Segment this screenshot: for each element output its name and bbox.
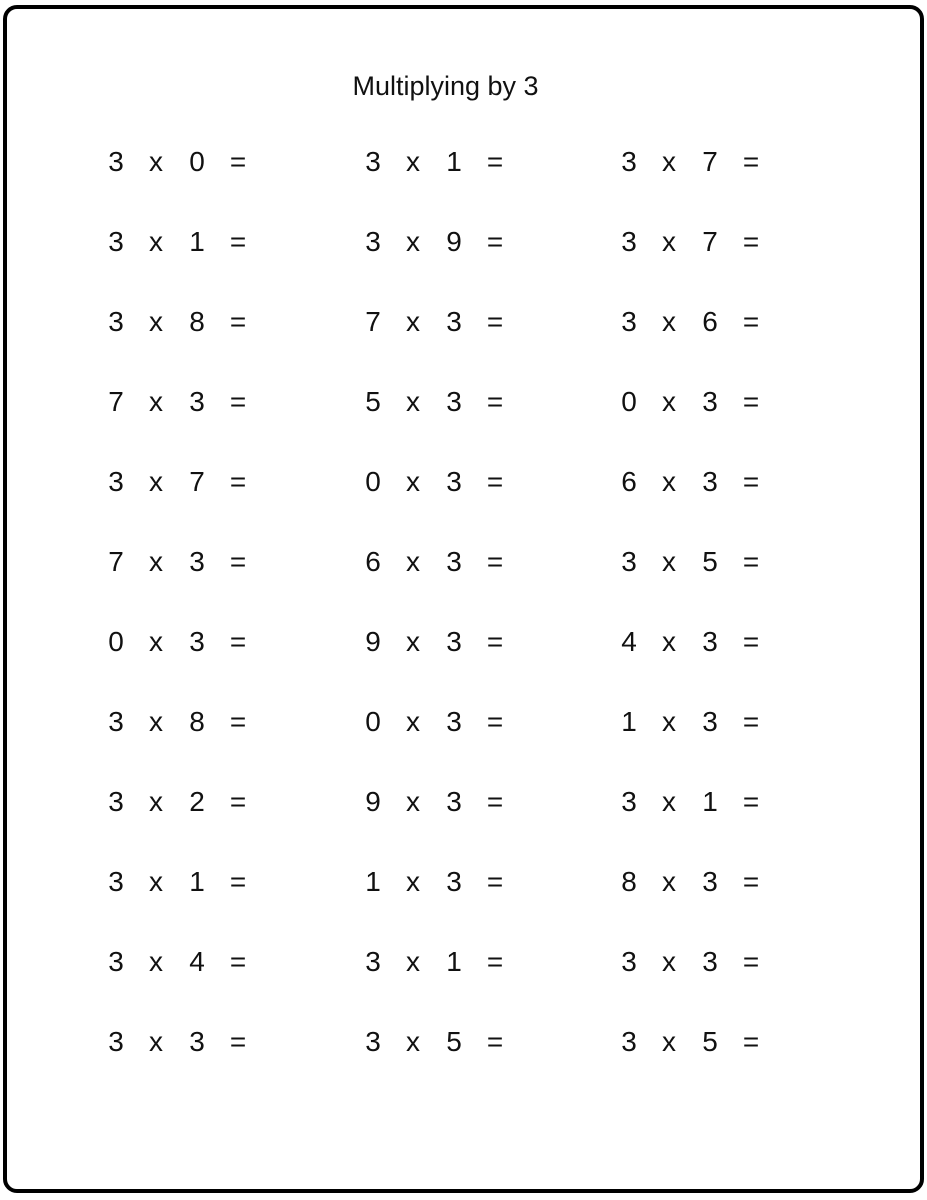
first-factor: 7 [108, 546, 124, 577]
second-factor: 6 [702, 306, 718, 337]
second-factor: 3 [189, 386, 205, 417]
times-sign: x [406, 946, 420, 977]
times-sign: x [406, 786, 420, 817]
times-sign: x [662, 706, 676, 737]
worksheet-page [3, 5, 924, 1193]
equals-sign: = [229, 866, 247, 897]
second-factor: 4 [189, 946, 205, 977]
second-factor: 3 [446, 386, 462, 417]
first-factor: 8 [621, 866, 637, 897]
second-factor: 3 [702, 626, 718, 657]
equals-sign: = [486, 466, 504, 497]
first-factor: 0 [108, 626, 124, 657]
first-factor: 3 [621, 786, 637, 817]
second-factor: 1 [189, 866, 205, 897]
times-sign: x [406, 226, 420, 257]
second-factor: 7 [189, 466, 205, 497]
first-factor: 3 [621, 146, 637, 177]
times-sign: x [406, 146, 420, 177]
second-factor: 5 [446, 1026, 462, 1057]
times-sign: x [662, 866, 676, 897]
first-factor: 3 [108, 1026, 124, 1057]
second-factor: 8 [189, 706, 205, 737]
equals-sign: = [742, 226, 760, 257]
first-factor: 3 [621, 546, 637, 577]
first-factor: 9 [365, 626, 381, 657]
times-sign: x [149, 546, 163, 577]
second-factor: 1 [189, 226, 205, 257]
times-sign: x [662, 466, 676, 497]
second-factor: 8 [189, 306, 205, 337]
first-factor: 3 [365, 226, 381, 257]
first-factor: 0 [365, 706, 381, 737]
times-sign: x [406, 866, 420, 897]
equals-sign: = [229, 626, 247, 657]
equals-sign: = [742, 1026, 760, 1057]
first-factor: 0 [365, 466, 381, 497]
times-sign: x [406, 1026, 420, 1057]
equals-sign: = [486, 146, 504, 177]
equals-sign: = [229, 146, 247, 177]
second-factor: 1 [702, 786, 718, 817]
second-factor: 3 [446, 546, 462, 577]
first-factor: 4 [621, 626, 637, 657]
times-sign: x [406, 466, 420, 497]
equals-sign: = [229, 226, 247, 257]
times-sign: x [149, 706, 163, 737]
second-factor: 2 [189, 786, 205, 817]
equals-sign: = [742, 466, 760, 497]
first-factor: 3 [108, 306, 124, 337]
equals-sign: = [742, 706, 760, 737]
first-factor: 7 [108, 386, 124, 417]
times-sign: x [149, 146, 163, 177]
first-factor: 3 [365, 146, 381, 177]
second-factor: 3 [702, 386, 718, 417]
equals-sign: = [742, 306, 760, 337]
equals-sign: = [486, 1026, 504, 1057]
second-factor: 7 [702, 226, 718, 257]
first-factor: 3 [108, 466, 124, 497]
first-factor: 3 [108, 146, 124, 177]
second-factor: 3 [446, 866, 462, 897]
second-factor: 3 [446, 786, 462, 817]
second-factor: 3 [189, 1026, 205, 1057]
second-factor: 9 [446, 226, 462, 257]
first-factor: 3 [365, 946, 381, 977]
times-sign: x [662, 146, 676, 177]
times-sign: x [149, 626, 163, 657]
second-factor: 7 [702, 146, 718, 177]
worksheet-title: Multiplying by 3 [352, 71, 539, 101]
first-factor: 3 [108, 866, 124, 897]
times-sign: x [662, 386, 676, 417]
first-factor: 3 [621, 1026, 637, 1057]
equals-sign: = [486, 546, 504, 577]
first-factor: 3 [108, 786, 124, 817]
first-factor: 1 [365, 866, 381, 897]
times-sign: x [149, 466, 163, 497]
second-factor: 5 [702, 546, 718, 577]
first-factor: 3 [108, 706, 124, 737]
times-sign: x [662, 946, 676, 977]
equals-sign: = [742, 786, 760, 817]
equals-sign: = [229, 1026, 247, 1057]
times-sign: x [149, 866, 163, 897]
times-sign: x [149, 226, 163, 257]
first-factor: 6 [621, 466, 637, 497]
times-sign: x [662, 226, 676, 257]
times-sign: x [406, 546, 420, 577]
times-sign: x [149, 1026, 163, 1057]
equals-sign: = [229, 306, 247, 337]
equals-sign: = [742, 546, 760, 577]
second-factor: 3 [446, 466, 462, 497]
times-sign: x [662, 1026, 676, 1057]
equals-sign: = [486, 626, 504, 657]
first-factor: 3 [108, 946, 124, 977]
equals-sign: = [229, 386, 247, 417]
times-sign: x [406, 386, 420, 417]
times-sign: x [149, 786, 163, 817]
times-sign: x [149, 386, 163, 417]
times-sign: x [662, 306, 676, 337]
second-factor: 3 [189, 546, 205, 577]
second-factor: 5 [702, 1026, 718, 1057]
second-factor: 3 [446, 306, 462, 337]
equals-sign: = [742, 386, 760, 417]
times-sign: x [662, 786, 676, 817]
equals-sign: = [742, 146, 760, 177]
times-sign: x [662, 626, 676, 657]
first-factor: 7 [365, 306, 381, 337]
equals-sign: = [229, 546, 247, 577]
times-sign: x [149, 946, 163, 977]
second-factor: 3 [189, 626, 205, 657]
equals-sign: = [742, 626, 760, 657]
first-factor: 6 [365, 546, 381, 577]
first-factor: 3 [621, 226, 637, 257]
times-sign: x [406, 306, 420, 337]
equals-sign: = [486, 786, 504, 817]
times-sign: x [406, 706, 420, 737]
equals-sign: = [486, 866, 504, 897]
equals-sign: = [486, 706, 504, 737]
second-factor: 3 [702, 466, 718, 497]
second-factor: 3 [446, 626, 462, 657]
first-factor: 3 [108, 226, 124, 257]
equals-sign: = [486, 946, 504, 977]
second-factor: 3 [702, 866, 718, 897]
equals-sign: = [742, 946, 760, 977]
first-factor: 5 [365, 386, 381, 417]
times-sign: x [149, 306, 163, 337]
equals-sign: = [486, 226, 504, 257]
equals-sign: = [229, 466, 247, 497]
equals-sign: = [486, 386, 504, 417]
second-factor: 3 [446, 706, 462, 737]
equals-sign: = [742, 866, 760, 897]
second-factor: 0 [189, 146, 205, 177]
second-factor: 3 [702, 946, 718, 977]
second-factor: 3 [702, 706, 718, 737]
second-factor: 1 [446, 946, 462, 977]
equals-sign: = [229, 786, 247, 817]
first-factor: 3 [365, 1026, 381, 1057]
equals-sign: = [486, 306, 504, 337]
first-factor: 0 [621, 386, 637, 417]
second-factor: 1 [446, 146, 462, 177]
first-factor: 1 [621, 706, 637, 737]
equals-sign: = [229, 706, 247, 737]
first-factor: 9 [365, 786, 381, 817]
first-factor: 3 [621, 946, 637, 977]
first-factor: 3 [621, 306, 637, 337]
times-sign: x [406, 626, 420, 657]
times-sign: x [662, 546, 676, 577]
equals-sign: = [229, 946, 247, 977]
